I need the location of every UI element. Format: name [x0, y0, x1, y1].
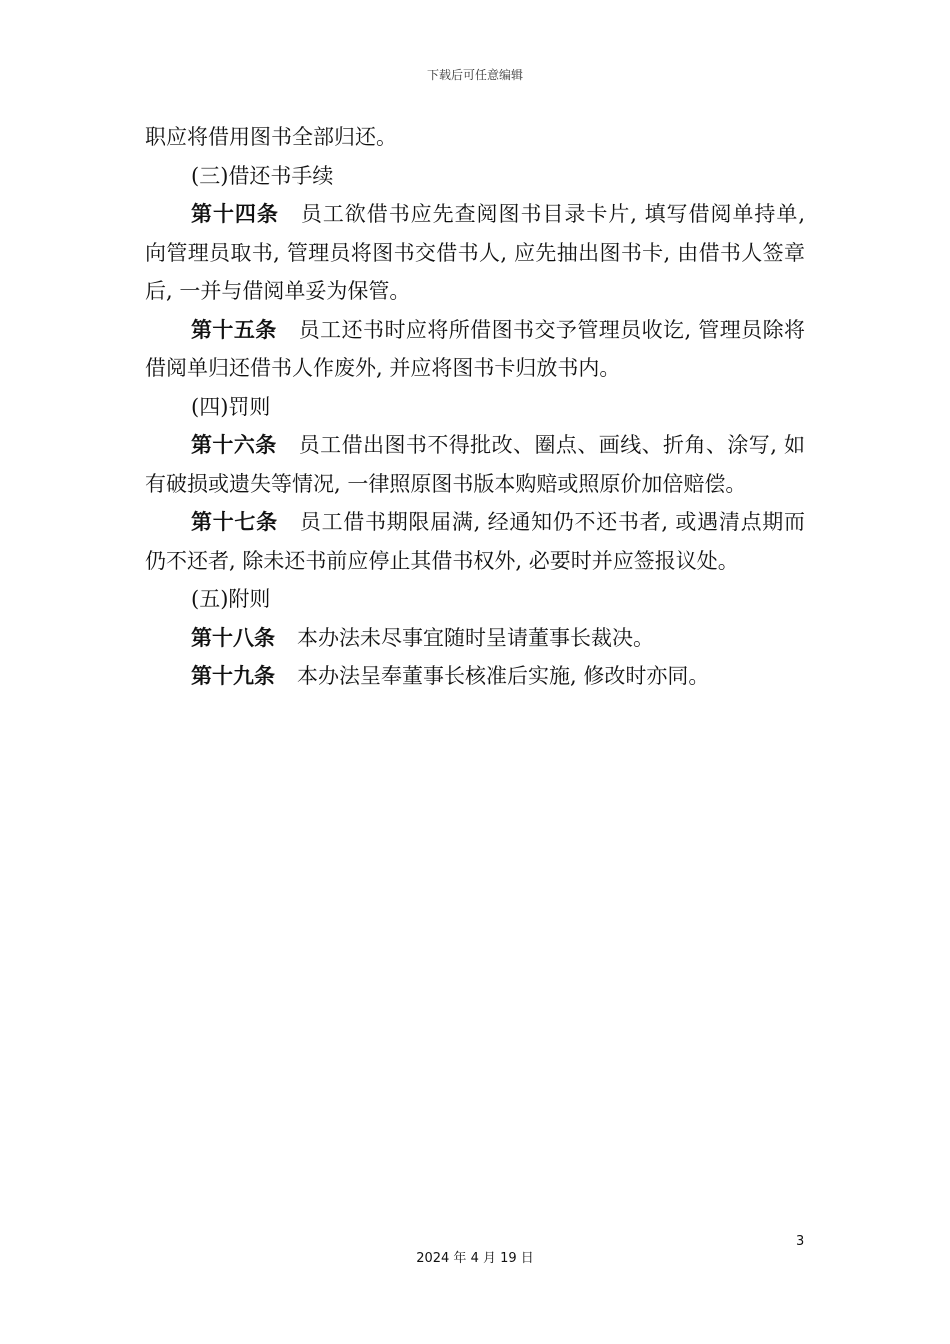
article-18-title: 第十八条: [191, 625, 275, 650]
article-16: [145, 426, 805, 503]
article-16-title: 第十六条: [191, 433, 277, 457]
section-heading-3: (三)借还书手续: [191, 163, 334, 188]
article-17-title: 第十七条: [191, 510, 278, 534]
page-number: 3: [796, 1234, 805, 1249]
article-16-text: 员工借出图书不得批改、圈点、画线、折角、涂写, 如有破损或遗失等情况, 一律照原图书版本购赔或照原价加倍赔偿。: [145, 433, 805, 496]
article-18-text: 本办法未尽事宜随时呈请董事长裁决。: [297, 625, 654, 650]
article-17-text: 员工借书期限届满, 经通知仍不还书者, 或遇清点期而仍不还者, 除未还书前应停止其借书权外, 必要时并应签报议处。: [145, 510, 805, 573]
header-note: 下载后可任意编辑: [426, 68, 523, 82]
section-heading-5: (五)附则: [191, 587, 271, 611]
article-19: [145, 657, 805, 696]
paragraph-continuation: 职应将借用图书全部归还。: [145, 125, 397, 149]
article-19-text: 本办法呈奉董事长核准后实施, 修改时亦同。: [297, 664, 710, 688]
article-14: [145, 195, 805, 311]
footer-date: 2024 年 4 月 19 日: [416, 1251, 534, 1266]
article-14-text: 员工欲借书应先查阅图书目录卡片, 填写借阅单持单, 向管理员取书, 管理员将图书交借书人, 应先抽出图书卡, 由借书人签章后, 一并与借阅单妥为保管。: [145, 202, 806, 303]
article-14-title: 第十四条: [191, 202, 279, 226]
article-15: [145, 311, 805, 388]
article-18: [145, 619, 805, 658]
section-heading-4: (四)罚则: [191, 394, 271, 419]
document-body: [145, 118, 805, 696]
article-19-title: 第十九条: [191, 664, 275, 688]
article-17: [145, 503, 805, 580]
article-15-text: 员工还书时应将所借图书交予管理员收讫, 管理员除将借阅单归还借书人作废外, 并应将图书卡归放书内。: [145, 317, 805, 380]
article-15-title: 第十五条: [191, 317, 277, 342]
